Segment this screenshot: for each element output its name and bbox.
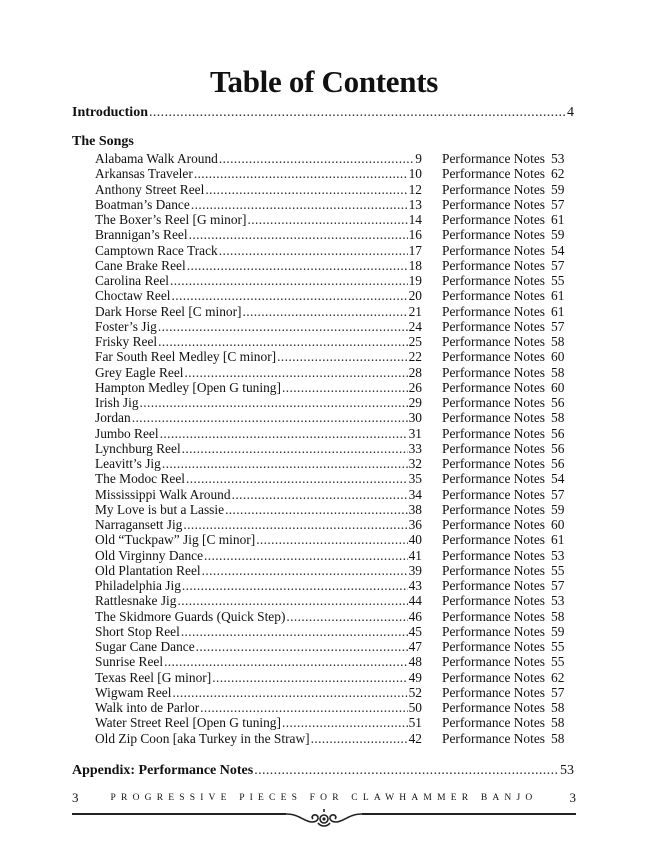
performance-notes-label: Performance Notes <box>442 410 545 426</box>
performance-notes-label: Performance Notes <box>442 456 545 471</box>
song-title: Sunrise Reel <box>95 654 164 670</box>
song-entry[interactable] <box>95 166 580 181</box>
performance-notes-label: Performance Notes <box>442 623 545 639</box>
performance-notes-label: Performance Notes <box>442 395 545 410</box>
song-title: The Boxer’s Reel [G minor] <box>95 212 247 227</box>
song-title: Dark Horse Reel [C minor] <box>95 303 242 319</box>
dot-leader <box>219 151 414 167</box>
song-title-with-page <box>95 273 422 289</box>
dot-leader <box>254 763 559 779</box>
song-entry[interactable] <box>95 334 580 349</box>
performance-notes-page: 57 <box>551 486 565 502</box>
performance-notes-page: 61 <box>551 212 565 227</box>
song-title-with-page <box>95 151 422 167</box>
song-page: 48 <box>408 654 422 670</box>
dot-leader <box>225 502 408 518</box>
performance-notes-label: Performance Notes <box>442 166 545 182</box>
song-page: 14 <box>408 212 422 227</box>
performance-notes-label: Performance Notes <box>442 303 545 319</box>
song-title-with-page <box>95 593 422 609</box>
song-entry[interactable] <box>95 670 580 685</box>
performance-notes-page: 61 <box>551 532 565 548</box>
song-title: Hampton Medley [Open G tuning] <box>95 379 281 395</box>
performance-notes-page: 61 <box>551 288 565 304</box>
song-entry[interactable] <box>95 212 580 227</box>
performance-notes-page: 61 <box>551 303 565 319</box>
performance-notes-page: 57 <box>551 196 565 212</box>
song-list <box>95 151 580 746</box>
song-entry[interactable] <box>95 715 580 730</box>
song-title-with-page <box>95 731 422 747</box>
dot-leader <box>282 715 408 731</box>
song-page: 35 <box>408 471 422 487</box>
performance-notes-label: Performance Notes <box>442 440 545 456</box>
song-title: Narragansett Jig <box>95 517 183 532</box>
song-title-with-page <box>95 380 422 396</box>
dot-leader <box>164 654 408 670</box>
song-page: 18 <box>408 257 422 273</box>
song-title: My Love is but a Lassie <box>95 501 225 517</box>
song-title: Anthony Street Reel <box>95 181 205 197</box>
song-title-with-page <box>95 609 422 625</box>
performance-notes-page: 57 <box>551 684 565 700</box>
song-title-with-page <box>95 578 422 594</box>
dot-leader <box>196 639 408 655</box>
song-title: Boatman’s Dance <box>95 196 190 212</box>
song-title-with-page <box>95 182 422 198</box>
dot-leader <box>172 288 408 304</box>
song-title-with-page <box>95 624 422 640</box>
song-title-with-page <box>95 319 422 335</box>
song-title: Philadelphia Jig <box>95 578 181 593</box>
dot-leader <box>172 685 407 701</box>
song-title: Grey Eagle Reel <box>95 364 184 380</box>
song-title-with-page <box>95 548 422 564</box>
song-title-with-page <box>95 700 422 716</box>
introduction-label: Introduction <box>72 105 148 120</box>
performance-notes-label: Performance Notes <box>442 730 545 746</box>
performance-notes-label: Performance Notes <box>442 715 545 731</box>
song-entry[interactable] <box>95 304 580 319</box>
song-title-with-page <box>95 685 422 701</box>
performance-notes-page: 56 <box>551 440 565 456</box>
song-title: Old Zip Coon [aka Turkey in the Straw] <box>95 730 310 746</box>
performance-notes-label: Performance Notes <box>442 257 545 273</box>
song-title-with-page <box>95 639 422 655</box>
song-title: The Modoc Reel <box>95 471 185 487</box>
song-title: Leavitt’s Jig <box>95 456 161 471</box>
song-entry[interactable] <box>95 151 580 166</box>
song-title: Wigwam Reel <box>95 684 172 700</box>
performance-notes-label: Performance Notes <box>442 684 545 700</box>
performance-notes-page: 58 <box>551 410 565 426</box>
performance-notes-label: Performance Notes <box>442 547 545 563</box>
performance-notes-page: 58 <box>551 700 565 715</box>
performance-notes-page: 59 <box>551 181 565 197</box>
song-title-with-page <box>95 441 422 457</box>
performance-notes-label: Performance Notes <box>442 334 545 349</box>
performance-notes-page: 55 <box>551 562 565 578</box>
song-page: 9 <box>415 151 422 166</box>
song-entry[interactable] <box>95 502 580 517</box>
performance-notes-label: Performance Notes <box>442 501 545 517</box>
song-title: Old Plantation Reel <box>95 562 201 578</box>
song-title: Foster’s Jig <box>95 318 157 334</box>
dot-leader <box>286 609 407 625</box>
performance-notes-label: Performance Notes <box>442 318 545 334</box>
performance-notes-page: 60 <box>551 379 565 395</box>
dot-leader <box>282 380 408 396</box>
performance-notes-label: Performance Notes <box>442 486 545 502</box>
performance-notes-page: 53 <box>551 593 565 609</box>
dot-leader <box>140 395 408 411</box>
song-title-with-page <box>95 212 422 228</box>
song-page: 38 <box>408 501 422 517</box>
performance-notes-label: Performance Notes <box>442 639 545 654</box>
performance-notes-label: Performance Notes <box>442 700 545 715</box>
performance-notes-label: Performance Notes <box>442 532 545 548</box>
appendix-page: 53 <box>560 763 574 778</box>
song-title-with-page <box>95 365 422 381</box>
dot-leader <box>186 471 408 487</box>
songs-heading: The Songs <box>72 134 134 149</box>
song-page: 52 <box>408 684 422 700</box>
performance-notes-label: Performance Notes <box>442 379 545 395</box>
song-entry[interactable] <box>95 182 580 197</box>
performance-notes-label: Performance Notes <box>442 471 545 487</box>
song-page: 47 <box>408 639 422 654</box>
performance-notes-label: Performance Notes <box>442 608 545 624</box>
song-entry[interactable] <box>95 593 580 608</box>
dot-leader <box>170 273 408 289</box>
performance-notes-page: 56 <box>551 425 565 441</box>
song-page: 46 <box>408 608 422 624</box>
song-entry[interactable] <box>95 532 580 547</box>
song-page: 41 <box>408 547 422 563</box>
dot-leader <box>243 304 408 320</box>
performance-notes-label: Performance Notes <box>442 242 545 258</box>
dot-leader <box>256 532 407 548</box>
song-title-with-page <box>95 304 422 320</box>
song-title: Walk into de Parlor <box>95 700 200 715</box>
song-entry[interactable] <box>95 410 580 425</box>
dot-leader <box>277 349 407 365</box>
song-entry[interactable] <box>95 349 580 364</box>
performance-notes-page: 54 <box>551 471 565 487</box>
song-page: 44 <box>408 593 422 609</box>
dot-leader <box>187 258 408 274</box>
song-entry[interactable] <box>95 563 580 578</box>
performance-notes-page: 57 <box>551 318 565 334</box>
song-entry[interactable] <box>95 548 580 563</box>
song-title-with-page <box>95 502 422 518</box>
introduction-page: 4 <box>567 105 574 120</box>
song-entry[interactable] <box>95 685 580 700</box>
song-entry[interactable] <box>95 227 580 242</box>
dot-leader <box>191 197 408 213</box>
performance-notes-page: 60 <box>551 517 565 532</box>
performance-notes-label: Performance Notes <box>442 364 545 380</box>
song-entry[interactable] <box>95 395 580 410</box>
toc-entry-appendix[interactable] <box>72 763 574 780</box>
performance-notes-label: Performance Notes <box>442 288 545 304</box>
page-footer <box>72 791 576 805</box>
song-page: 43 <box>408 578 422 593</box>
performance-notes-page: 57 <box>551 578 565 593</box>
song-page: 21 <box>408 303 422 319</box>
song-title: Carolina Reel <box>95 273 169 288</box>
song-title: Water Street Reel [Open G tuning] <box>95 715 281 731</box>
performance-notes-page: 58 <box>551 334 565 349</box>
dot-leader <box>189 227 408 243</box>
performance-notes-page: 59 <box>551 227 565 243</box>
song-page: 50 <box>408 700 422 715</box>
song-page: 34 <box>408 486 422 502</box>
dot-leader <box>247 212 407 228</box>
song-title-with-page <box>95 426 422 442</box>
song-page: 26 <box>408 379 422 395</box>
song-title-with-page <box>95 715 422 731</box>
song-title-with-page <box>95 288 422 304</box>
performance-notes-page: 59 <box>551 623 565 639</box>
footer-page-left: 3 <box>72 790 79 805</box>
dot-leader <box>202 563 408 579</box>
song-title-with-page <box>95 410 422 426</box>
performance-notes-page: 62 <box>551 166 565 182</box>
song-title: Short Stop Reel <box>95 623 180 639</box>
song-title-with-page <box>95 243 422 259</box>
dot-leader <box>182 441 408 457</box>
song-entry[interactable] <box>95 731 580 746</box>
song-entry[interactable] <box>95 471 580 486</box>
song-title-with-page <box>95 258 422 274</box>
song-title: Old “Tuckpaw” Jig [C minor] <box>95 532 256 548</box>
song-entry[interactable] <box>95 624 580 639</box>
song-page: 39 <box>408 562 422 578</box>
dot-leader <box>194 166 408 182</box>
song-title: Arkansas Traveler <box>95 166 193 182</box>
page-title: Table of Contents <box>209 64 438 99</box>
performance-notes-page: 55 <box>551 639 565 654</box>
dot-leader <box>181 624 408 640</box>
performance-notes-page: 58 <box>551 715 565 731</box>
song-entry[interactable] <box>95 517 580 532</box>
song-title: Jordan <box>95 410 131 426</box>
song-entry[interactable] <box>95 319 580 334</box>
performance-notes-page: 58 <box>551 608 565 624</box>
dot-leader <box>184 365 407 381</box>
song-page: 31 <box>408 425 422 441</box>
performance-notes-label: Performance Notes <box>442 517 545 532</box>
song-entry[interactable] <box>95 380 580 395</box>
song-page: 29 <box>408 395 422 410</box>
song-title: Sugar Cane Dance <box>95 639 195 654</box>
song-title: Lynchburg Reel <box>95 440 181 456</box>
performance-notes-page: 55 <box>551 654 565 670</box>
performance-notes-label: Performance Notes <box>442 196 545 212</box>
song-page: 16 <box>408 227 422 243</box>
dot-leader <box>182 578 408 594</box>
song-entry[interactable] <box>95 654 580 669</box>
song-page: 25 <box>408 334 422 349</box>
footer-book-title: PROGRESSIVE PIECES FOR CLAWHAMMER BANJO <box>110 793 538 803</box>
toc-entry-introduction[interactable] <box>72 105 574 122</box>
song-title-with-page <box>95 349 422 365</box>
performance-notes-page: 58 <box>551 730 565 746</box>
song-page: 30 <box>408 410 422 426</box>
dot-leader <box>232 487 408 503</box>
dot-leader <box>132 410 408 426</box>
song-title-with-page <box>95 227 422 243</box>
song-page: 22 <box>408 349 422 365</box>
performance-notes-label: Performance Notes <box>442 425 545 441</box>
song-title-with-page <box>95 563 422 579</box>
performance-notes-page: 55 <box>551 273 565 288</box>
performance-notes-page: 62 <box>551 669 565 685</box>
song-page: 24 <box>408 318 422 334</box>
performance-notes-page: 60 <box>551 349 565 365</box>
performance-notes-label: Performance Notes <box>442 562 545 578</box>
song-title-with-page <box>95 395 422 411</box>
dot-leader <box>311 731 408 747</box>
song-title: Far South Reel Medley [C minor] <box>95 349 277 365</box>
dot-leader <box>205 182 407 198</box>
song-page: 19 <box>408 273 422 288</box>
performance-notes-label: Performance Notes <box>442 349 545 365</box>
song-page: 13 <box>408 196 422 212</box>
performance-notes-label: Performance Notes <box>442 151 545 166</box>
dot-leader <box>183 517 407 533</box>
dot-leader <box>158 334 407 350</box>
song-title-with-page <box>95 654 422 670</box>
song-title-with-page <box>95 670 422 686</box>
song-entry[interactable] <box>95 273 580 288</box>
song-entry[interactable] <box>95 258 580 273</box>
song-entry[interactable] <box>95 441 580 456</box>
song-page: 20 <box>408 288 422 304</box>
song-page: 10 <box>408 166 422 182</box>
song-entry[interactable] <box>95 487 580 502</box>
song-title: Rattlesnake Jig <box>95 593 177 609</box>
performance-notes-page: 53 <box>551 151 565 166</box>
appendix-label: Appendix: Performance Notes <box>72 763 254 778</box>
song-page: 32 <box>408 456 422 471</box>
dot-leader <box>158 319 408 335</box>
performance-notes-label: Performance Notes <box>442 654 545 670</box>
song-title: The Skidmore Guards (Quick Step) <box>95 608 286 624</box>
song-title-with-page <box>95 334 422 350</box>
song-entry[interactable] <box>95 639 580 654</box>
performance-notes-label: Performance Notes <box>442 273 545 288</box>
song-entry[interactable] <box>95 426 580 441</box>
scroll-ornament-icon <box>0 808 648 830</box>
dot-leader <box>149 105 566 121</box>
song-title: Choctaw Reel <box>95 288 171 304</box>
song-page: 33 <box>408 440 422 456</box>
song-page: 49 <box>408 669 422 685</box>
song-page: 28 <box>408 364 422 380</box>
song-title-with-page <box>95 517 422 533</box>
performance-notes-page: 58 <box>551 364 565 380</box>
song-title-with-page <box>95 532 422 548</box>
song-title-with-page <box>95 471 422 487</box>
song-title-with-page <box>95 166 422 182</box>
performance-notes-label: Performance Notes <box>442 578 545 593</box>
dot-leader <box>162 456 408 472</box>
song-title: Mississippi Walk Around <box>95 486 231 502</box>
song-page: 36 <box>408 517 422 532</box>
performance-notes-page: 53 <box>551 547 565 563</box>
dot-leader <box>160 426 408 442</box>
song-entry[interactable] <box>95 609 580 624</box>
song-title: Alabama Walk Around <box>95 151 218 166</box>
performance-notes-page: 59 <box>551 501 565 517</box>
song-entry[interactable] <box>95 197 580 212</box>
song-page: 42 <box>408 730 422 746</box>
song-title: Camptown Race Track <box>95 242 218 258</box>
dot-leader <box>204 548 408 564</box>
song-title: Old Virginny Dance <box>95 547 204 563</box>
song-page: 40 <box>408 532 422 548</box>
song-entry[interactable] <box>95 456 580 471</box>
dot-leader <box>177 593 407 609</box>
dot-leader <box>212 670 407 686</box>
song-page: 51 <box>408 715 422 731</box>
dot-leader <box>200 700 407 716</box>
song-title: Brannigan’s Reel <box>95 227 188 243</box>
song-entry[interactable] <box>95 365 580 380</box>
song-entry[interactable] <box>95 700 580 715</box>
performance-notes-page: 54 <box>551 242 565 258</box>
song-entry[interactable] <box>95 578 580 593</box>
performance-notes-label: Performance Notes <box>442 181 545 197</box>
performance-notes-page: 57 <box>551 257 565 273</box>
song-title: Frisky Reel <box>95 334 158 349</box>
song-page: 45 <box>408 623 422 639</box>
song-title-with-page <box>95 487 422 503</box>
performance-notes-label: Performance Notes <box>442 593 545 609</box>
song-entry[interactable] <box>95 288 580 303</box>
song-page: 12 <box>408 181 422 197</box>
song-title-with-page <box>95 456 422 472</box>
performance-notes-label: Performance Notes <box>442 212 545 227</box>
song-title: Jumbo Reel <box>95 425 159 441</box>
song-title: Cane Brake Reel <box>95 257 186 273</box>
song-entry[interactable] <box>95 243 580 258</box>
footer-page-right: 3 <box>569 790 576 805</box>
song-title: Texas Reel [G minor] <box>95 669 212 685</box>
song-title: Irish Jig <box>95 395 139 410</box>
song-page: 17 <box>408 242 422 258</box>
performance-notes-label: Performance Notes <box>442 227 545 243</box>
song-title-with-page <box>95 197 422 213</box>
performance-notes-label: Performance Notes <box>442 669 545 685</box>
performance-notes-page: 56 <box>551 395 565 410</box>
dot-leader <box>219 243 408 259</box>
performance-notes-page: 56 <box>551 456 565 471</box>
